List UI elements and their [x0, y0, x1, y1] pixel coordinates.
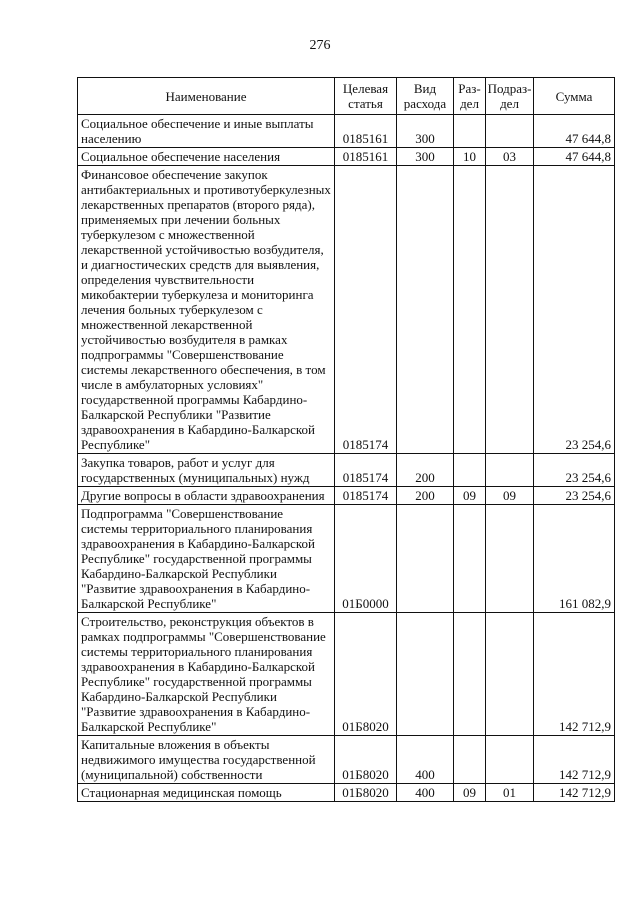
row-name: Капитальные вложения в объекты недвижимого имущества государственной (муниципальной) собственности — [78, 736, 335, 784]
row-section — [454, 166, 486, 454]
row-section: 09 — [454, 487, 486, 505]
row-subsection — [486, 454, 534, 487]
row-sum: 23 254,6 — [534, 166, 615, 454]
table-row — [78, 736, 615, 784]
table-row — [78, 148, 615, 166]
row-type: 300 — [397, 148, 454, 166]
row-subsection: 01 — [486, 784, 534, 802]
table-row — [78, 613, 615, 736]
row-type: 400 — [397, 784, 454, 802]
row-target: 0185161 — [335, 115, 397, 148]
row-target: 01Б8020 — [335, 613, 397, 736]
row-name: Другие вопросы в области здравоохранения — [78, 487, 335, 505]
table-header-row — [78, 78, 615, 115]
table-row — [78, 505, 615, 613]
row-sum: 23 254,6 — [534, 487, 615, 505]
budget-table — [77, 77, 615, 802]
row-type — [397, 505, 454, 613]
row-type: 200 — [397, 487, 454, 505]
header-section: Раз-дел — [454, 78, 486, 115]
table-row — [78, 166, 615, 454]
row-type — [397, 613, 454, 736]
row-type: 200 — [397, 454, 454, 487]
row-subsection — [486, 613, 534, 736]
row-type: 400 — [397, 736, 454, 784]
row-sum: 23 254,6 — [534, 454, 615, 487]
header-sum: Сумма — [534, 78, 615, 115]
row-name: Стационарная медицинская помощь — [78, 784, 335, 802]
row-subsection — [486, 736, 534, 784]
row-target: 0185174 — [335, 454, 397, 487]
row-subsection — [486, 505, 534, 613]
row-target: 01Б8020 — [335, 736, 397, 784]
header-subsection: Подраз-дел — [486, 78, 534, 115]
row-name: Социальное обеспечение населения — [78, 148, 335, 166]
row-target: 0185161 — [335, 148, 397, 166]
table-row — [78, 784, 615, 802]
row-sum: 142 712,9 — [534, 784, 615, 802]
header-type: Вид расхода — [397, 78, 454, 115]
table-row — [78, 115, 615, 148]
row-section — [454, 115, 486, 148]
row-type — [397, 166, 454, 454]
row-name: Подпрограмма "Совершенствование системы территориального планирования здравоохранения в Кабардино-Балкарской Республике" государственной программы Кабардино-Балкарской Республики "Развитие здравоохранения в Кабардино-Балкарской Республике" — [78, 505, 335, 613]
row-section — [454, 613, 486, 736]
header-name: Наименование — [78, 78, 335, 115]
row-subsection: 03 — [486, 148, 534, 166]
row-name: Социальное обеспечение и иные выплаты населению — [78, 115, 335, 148]
row-section: 09 — [454, 784, 486, 802]
row-target: 01Б0000 — [335, 505, 397, 613]
row-subsection — [486, 115, 534, 148]
row-sum: 142 712,9 — [534, 736, 615, 784]
page-number: 276 — [309, 38, 331, 53]
header-target: Целевая статья — [335, 78, 397, 115]
row-sum: 47 644,8 — [534, 148, 615, 166]
row-target: 0185174 — [335, 166, 397, 454]
row-section — [454, 736, 486, 784]
row-type: 300 — [397, 115, 454, 148]
row-section: 10 — [454, 148, 486, 166]
row-subsection: 09 — [486, 487, 534, 505]
table-row — [78, 454, 615, 487]
row-name: Закупка товаров, работ и услуг для государственных (муниципальных) нужд — [78, 454, 335, 487]
row-target: 0185174 — [335, 487, 397, 505]
row-sum: 161 082,9 — [534, 505, 615, 613]
row-subsection — [486, 166, 534, 454]
row-target: 01Б8020 — [335, 784, 397, 802]
row-section — [454, 454, 486, 487]
row-sum: 142 712,9 — [534, 613, 615, 736]
row-name: Строительство, реконструкция объектов в рамках подпрограммы "Совершенствование системы территориального планирования здравоохранения в Кабардино-Балкарской Республике" государственной программы Кабардино-Балкарской Республики "Развитие здравоохранения в Кабардино-Балкарской Республике" — [78, 613, 335, 736]
row-sum: 47 644,8 — [534, 115, 615, 148]
row-section — [454, 505, 486, 613]
table-row — [78, 487, 615, 505]
row-name: Финансовое обеспечение закупок антибактериальных и противотуберкулезных лекарственных препаратов (второго ряда), применяемых при лечении больных туберкулезом с множественной лекарственной устойчивостью возбудителя, и диагностических средств для выявления, определения чувствительности микобактерии туберкулеза и мониторинга лечения больных туберкулезом с множественной лекарственной устойчивостью возбудителя в рамках подпрограммы "Совершенствование системы лекарственного обеспечения, в том числе в амбулаторных условиях" государственной программы Кабардино-Балкарской Республики "Развитие здравоохранения в Кабардино-Балкарской Республике" — [78, 166, 335, 454]
